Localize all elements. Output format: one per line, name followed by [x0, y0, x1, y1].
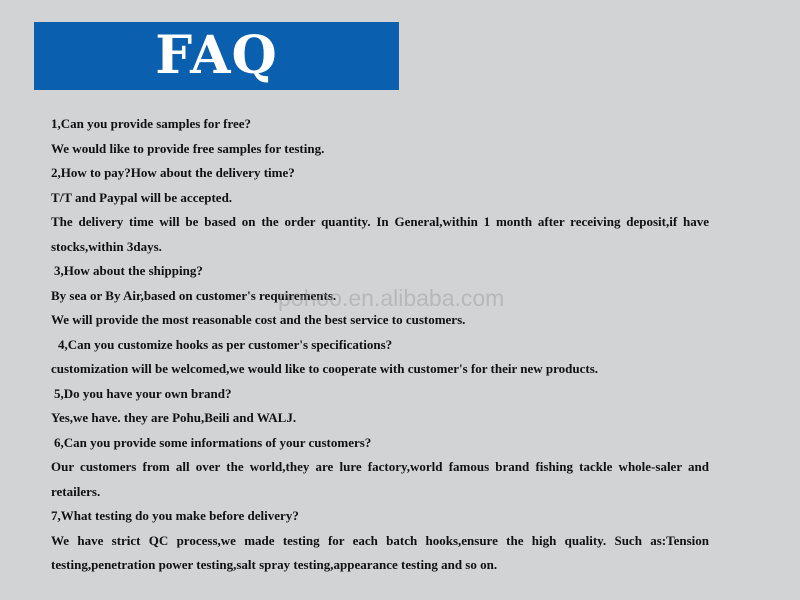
- question-5: 5,Do you have your own brand?: [54, 385, 232, 401]
- question-4: 4,Can you customize hooks as per customer's specifications?: [58, 336, 393, 352]
- question-1: 1,Can you provide samples for free?: [51, 116, 252, 131]
- question-7: 7,What testing do you make before delivery?: [51, 508, 299, 523]
- faq-title: FAQ: [155, 25, 278, 86]
- answer-2-payment: T/T and Paypal will be accepted.: [51, 189, 233, 205]
- watermark-text: pohoo.en.alibaba.com: [278, 285, 505, 311]
- faq-content: [51, 112, 709, 578]
- answer-3-service: We will provide the most reasonable cost and the best service to customers.: [51, 312, 466, 327]
- faq-header-banner: [34, 22, 399, 90]
- question-2: 2,How to pay?How about the delivery time?: [51, 165, 295, 180]
- answer-1: We would like to provide free samples for testing.: [51, 140, 325, 156]
- answer-3-shipping: By sea or By Air,based on customer's requirements.: [51, 287, 337, 303]
- question-3: 3,How about the shipping?: [54, 263, 203, 278]
- answer-2-delivery: The delivery time will be based on the order quantity. In General,within 1 month after receiving deposit,if have stocks,within 3days.: [51, 214, 709, 254]
- question-6: 6,Can you provide some informations of your customers?: [54, 434, 372, 450]
- answer-7: We have strict QC process,we made testing for each batch hooks,ensure the high quality. Such as:Tension testing,penetration power testing,salt spray testing,appearance testing and so on.: [51, 532, 709, 572]
- answer-6: Our customers from all over the world,they are lure factory,world famous brand fishing tackle whole-saler and retailers.: [51, 459, 709, 499]
- answer-4: customization will be welcomed,we would like to cooperate with customer's for their new products.: [51, 361, 599, 376]
- answer-5: Yes,we have. they are Pohu,Beili and WALJ.: [51, 410, 297, 425]
